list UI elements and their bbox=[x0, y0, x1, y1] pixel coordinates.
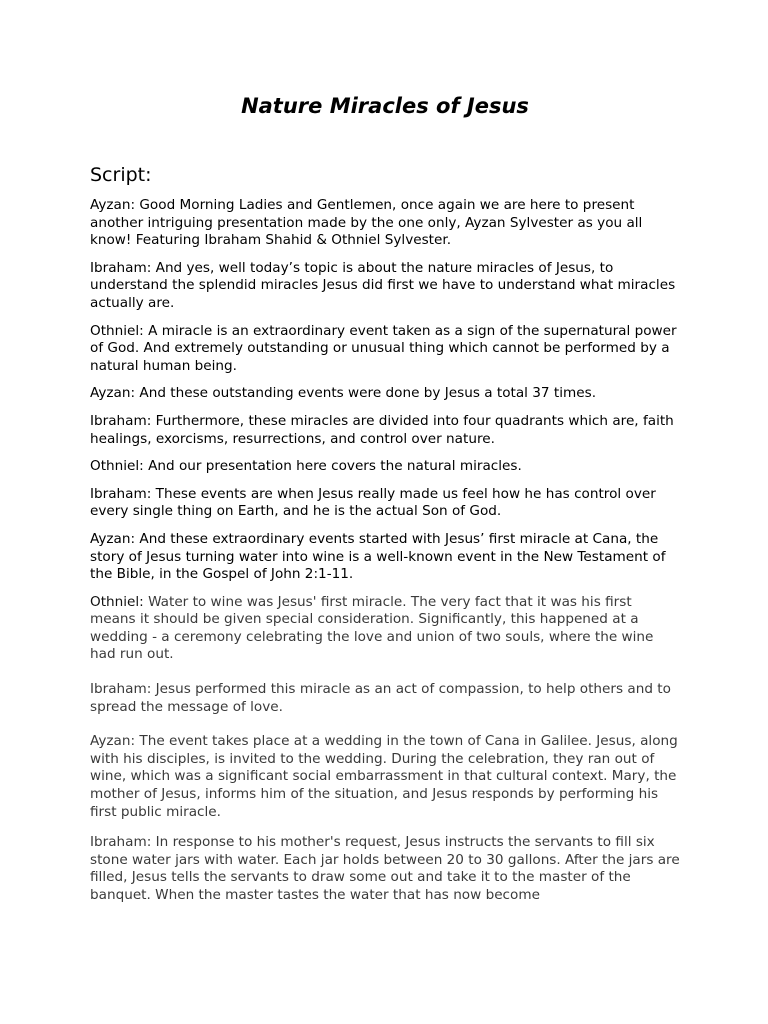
section-heading-script: Script: bbox=[90, 164, 152, 186]
paragraph-11: Ayzan: The event takes place at a wedding in the town of Cana in Galilee. Jesus, along with his disciples, is invited to the wedding. During the celebration, they ran out of wine, which was a significant social embarrassment in that cultural context. Mary, the mother of Jesus, informs him of the situation, and Jesus responds by performing his first public miracle. bbox=[90, 733, 678, 820]
paragraph-8: Ayzan: And these extraordinary events started with Jesus’ first miracle at Cana, the story of Jesus turning water into wine is a well-known event in the New Testament of the Bible, in the Gospel of John 2:1-11. bbox=[90, 530, 666, 583]
paragraph-9 bbox=[90, 594, 680, 664]
paragraph-2: Ibraham: And yes, well today’s topic is about the nature miracles of Jesus, to understand the splendid miracles Jesus did first we have to understand what miracles actually are. bbox=[90, 259, 676, 311]
paragraph-7: Ibraham: These events are when Jesus really made us feel how he has control over every single thing on Earth, and he is the actual Son of God. bbox=[90, 485, 656, 520]
paragraph-9-text: Water to wine was Jesus' first miracle. The very fact that it was his first means it should be given special consideration. Significantly, this happened at a wedding - a ceremony celebrating the love and union of two souls, where the wine had run out. bbox=[90, 593, 654, 663]
document-title: Nature Miracles of Jesus bbox=[241, 94, 529, 118]
paragraph-1: Ayzan: Good Morning Ladies and Gentlemen, once again we are here to present another intriguing presentation made by the one only, Ayzan Sylvester as you all know! Featuring Ibraham Shahid & Othniel Sylvester. bbox=[90, 197, 643, 249]
paragraph-5: Ibraham: Furthermore, these miracles are divided into four quadrants which are, faith healings, exorcisms, resurrections, and control over nature. bbox=[90, 412, 674, 447]
paragraph-6: Othniel: And our presentation here covers the natural miracles. bbox=[90, 458, 522, 475]
paragraph-12: Ibraham: In response to his mother's request, Jesus instructs the servants to fill six stone water jars with water. Each jar holds between 20 to 30 gallons. After the jars are filled, Jesus tells the servants to draw some out and take it to the master of the banquet. When the master tastes the water that has now become bbox=[90, 834, 680, 903]
speaker-label: Othniel: bbox=[90, 593, 144, 610]
paragraph-10: Ibraham: Jesus performed this miracle as an act of compassion, to help others and to spread the message of love. bbox=[90, 681, 671, 715]
paragraph-3: Othniel: A miracle is an extraordinary event taken as a sign of the supernatural power of God. And extremely outstanding or unusual thing which cannot be performed by a natural human being. bbox=[90, 322, 677, 374]
paragraph-4: Ayzan: And these outstanding events were done by Jesus a total 37 times. bbox=[90, 385, 597, 402]
